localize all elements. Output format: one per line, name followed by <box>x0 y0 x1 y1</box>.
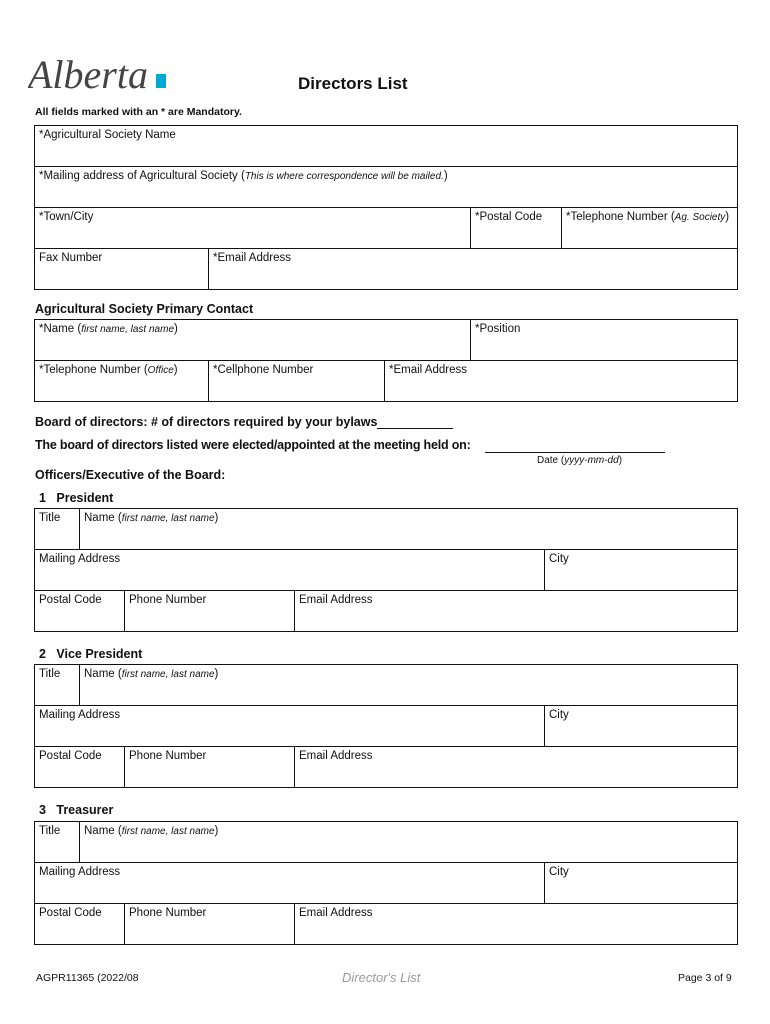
society-name-field[interactable] <box>35 126 738 167</box>
page-title: Directors List <box>298 74 408 93</box>
officer-phone-field[interactable]: Phone Number <box>125 591 295 632</box>
officer-heading-vice-president: 2 Vice President <box>39 647 143 661</box>
officer-phone-field[interactable]: Phone Number <box>125 904 295 945</box>
officer-table-vice-president <box>34 664 738 788</box>
officer-email-field[interactable]: Email Address <box>295 747 738 788</box>
officer-table-president <box>34 508 738 632</box>
officer-postal-field[interactable]: Postal Code <box>35 747 125 788</box>
officer-name-field[interactable]: Name (first name, last name) <box>80 509 738 550</box>
society-mailing-field[interactable]: *Mailing address of Agricultural Society (This is where correspondence will be mailed.) <box>35 167 738 208</box>
officer-city-field[interactable]: City <box>545 863 738 904</box>
svg-text:Alberta: Alberta <box>28 52 148 97</box>
officer-name-field[interactable]: Name (first name, last name) <box>80 665 738 706</box>
society-telephone-field[interactable]: *Telephone Number (Ag. Society) <box>562 208 738 249</box>
directors-required-input[interactable] <box>377 416 453 429</box>
officer-mailing-field[interactable]: Mailing Address <box>35 706 545 747</box>
officer-email-field[interactable]: Email Address <box>295 591 738 632</box>
fax-number-field[interactable]: Fax Number <box>35 249 209 290</box>
officer-city-field[interactable]: City <box>545 550 738 591</box>
officer-postal-field[interactable]: Postal Code <box>35 591 125 632</box>
contact-name-field[interactable]: *Name (first name, last name) <box>35 320 471 361</box>
officer-heading-treasurer: 3 Treasurer <box>39 803 114 817</box>
officer-mailing-field[interactable]: Mailing Address <box>35 550 545 591</box>
page-number: Page 3 of 9 <box>678 972 732 984</box>
officer-postal-field[interactable]: Postal Code <box>35 904 125 945</box>
meeting-date-input[interactable] <box>485 440 665 453</box>
alberta-logo <box>28 52 173 98</box>
contact-cellphone-field[interactable]: *Cellphone Number <box>209 361 385 402</box>
postal-code-field[interactable]: *Postal Code <box>471 208 562 249</box>
officer-phone-field[interactable]: Phone Number <box>125 747 295 788</box>
contact-position-field[interactable]: *Position <box>471 320 738 361</box>
officer-title-field[interactable]: Title <box>35 665 80 706</box>
form-code: AGPR11365 (2022/08 <box>36 972 139 984</box>
primary-contact-heading: Agricultural Society Primary Contact <box>35 302 254 316</box>
primary-contact-table <box>34 319 738 402</box>
footer-watermark: Director's List <box>342 970 421 985</box>
date-format-label: Date (yyyy-mm-dd) <box>537 455 623 466</box>
officer-mailing-field[interactable]: Mailing Address <box>35 863 545 904</box>
society-info-table <box>34 125 738 290</box>
officers-heading: Officers/Executive of the Board: <box>35 468 226 482</box>
officer-city-field[interactable]: City <box>545 706 738 747</box>
contact-telephone-field[interactable]: *Telephone Number (Office) <box>35 361 209 402</box>
society-name-label: *Agricultural Society Name <box>39 129 176 141</box>
officer-title-field[interactable]: Title <box>35 509 80 550</box>
officer-table-treasurer <box>34 821 738 945</box>
contact-email-field[interactable]: *Email Address <box>385 361 738 402</box>
officer-email-field[interactable]: Email Address <box>295 904 738 945</box>
mandatory-note: All fields marked with an * are Mandatory. <box>35 106 242 118</box>
meeting-date-line: The board of directors listed were elected/appointed at the meeting held on: <box>35 438 471 452</box>
officer-title-field[interactable]: Title <box>35 822 80 863</box>
officer-name-field[interactable]: Name (first name, last name) <box>80 822 738 863</box>
society-email-field[interactable]: *Email Address <box>209 249 738 290</box>
town-city-field[interactable]: *Town/City <box>35 208 471 249</box>
officer-heading-president: 1 President <box>39 491 114 505</box>
directors-required-line: Board of directors: # of directors required by your bylaws <box>35 415 453 429</box>
